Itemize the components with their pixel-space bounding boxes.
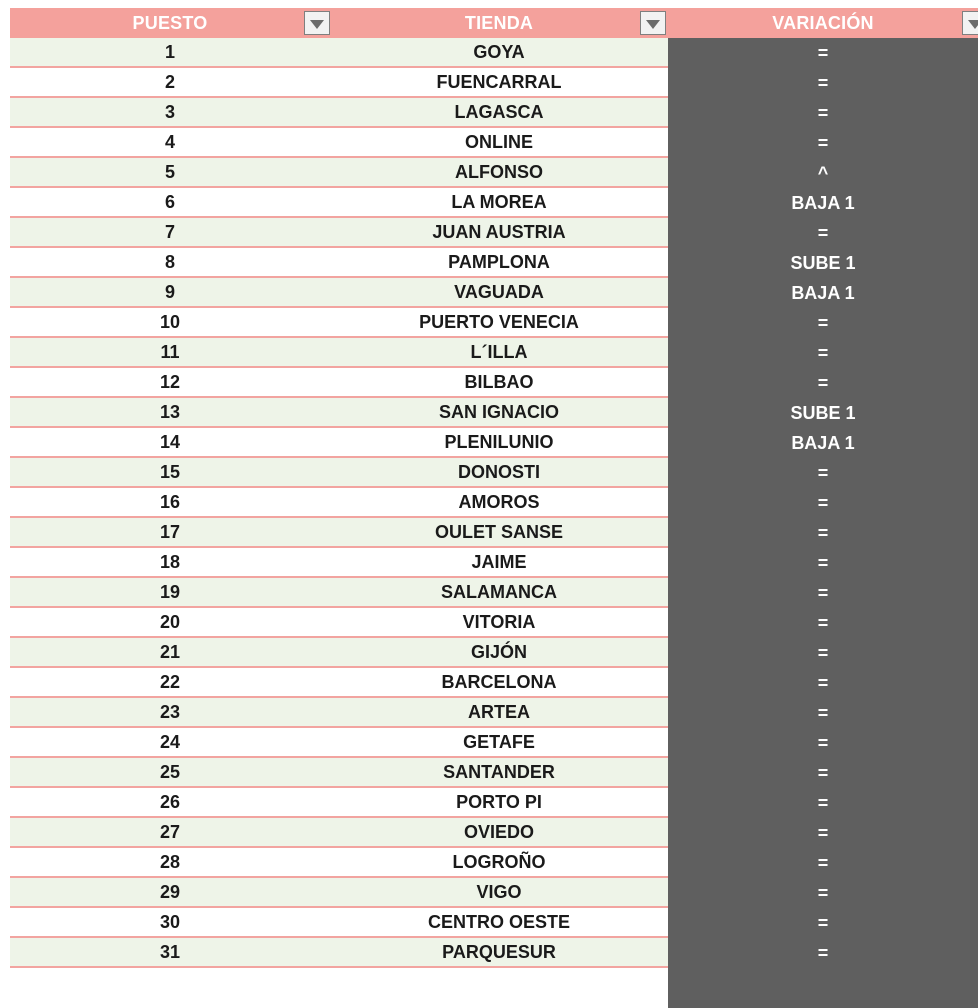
puesto-cell[interactable]: 25	[10, 758, 330, 788]
table-row	[10, 518, 978, 548]
variacion-cell[interactable]: BAJA 1	[668, 278, 978, 308]
table-row	[10, 218, 978, 248]
header-puesto-label: PUESTO	[132, 12, 208, 33]
tienda-cell[interactable]: VIGO	[330, 878, 668, 908]
filter-dropdown-variacion[interactable]	[962, 11, 978, 35]
table-row	[10, 308, 978, 338]
table-row	[10, 548, 978, 578]
puesto-cell[interactable]: 17	[10, 518, 330, 548]
variation-column-fill	[668, 968, 978, 1008]
tienda-cell[interactable]: FUENCARRAL	[330, 68, 668, 98]
variacion-cell[interactable]: =	[668, 548, 978, 578]
tienda-cell[interactable]: PLENILUNIO	[330, 428, 668, 458]
puesto-cell[interactable]: 19	[10, 578, 330, 608]
ranking-table	[10, 8, 978, 968]
table-row	[10, 788, 978, 818]
table-row	[10, 668, 978, 698]
tienda-cell[interactable]: L´ILLA	[330, 338, 668, 368]
variacion-cell[interactable]: =	[668, 578, 978, 608]
variacion-cell[interactable]: =	[668, 338, 978, 368]
chevron-down-icon	[968, 20, 978, 29]
variacion-cell[interactable]: =	[668, 218, 978, 248]
puesto-cell[interactable]: 2	[10, 68, 330, 98]
header-tienda	[330, 8, 668, 38]
puesto-cell[interactable]: 9	[10, 278, 330, 308]
puesto-cell[interactable]: 21	[10, 638, 330, 668]
variacion-cell[interactable]: ^	[668, 158, 978, 188]
header-variacion-label: VARIACIÓN	[772, 12, 874, 33]
puesto-cell[interactable]: 11	[10, 338, 330, 368]
puesto-cell[interactable]: 23	[10, 698, 330, 728]
table-header	[10, 8, 978, 38]
tienda-cell[interactable]: ALFONSO	[330, 158, 668, 188]
variacion-cell[interactable]: =	[668, 878, 978, 908]
tienda-cell[interactable]: BILBAO	[330, 368, 668, 398]
puesto-cell[interactable]: 14	[10, 428, 330, 458]
table-row	[10, 848, 978, 878]
table-row	[10, 638, 978, 668]
variacion-cell[interactable]: SUBE 1	[668, 248, 978, 278]
variacion-cell[interactable]: =	[668, 938, 978, 968]
variacion-cell[interactable]: =	[668, 608, 978, 638]
puesto-cell[interactable]: 18	[10, 548, 330, 578]
table-row	[10, 368, 978, 398]
table-row	[10, 188, 978, 218]
table-row	[10, 938, 978, 968]
variacion-cell[interactable]: =	[668, 788, 978, 818]
table-row	[10, 728, 978, 758]
puesto-cell[interactable]: 31	[10, 938, 330, 968]
tienda-cell[interactable]: LAGASCA	[330, 98, 668, 128]
header-tienda-label: TIENDA	[464, 12, 534, 33]
puesto-cell[interactable]: 20	[10, 608, 330, 638]
variacion-cell[interactable]: =	[668, 728, 978, 758]
puesto-cell[interactable]: 13	[10, 398, 330, 428]
tienda-cell[interactable]: PAMPLONA	[330, 248, 668, 278]
variacion-cell[interactable]: =	[668, 308, 978, 338]
puesto-cell[interactable]: 30	[10, 908, 330, 938]
tienda-cell[interactable]: PORTO PI	[330, 788, 668, 818]
puesto-cell[interactable]: 3	[10, 98, 330, 128]
variacion-cell[interactable]: =	[668, 518, 978, 548]
tienda-cell[interactable]: PARQUESUR	[330, 938, 668, 968]
filter-dropdown-puesto[interactable]	[304, 11, 330, 35]
tienda-cell[interactable]: LA MOREA	[330, 188, 668, 218]
variacion-cell[interactable]: BAJA 1	[668, 428, 978, 458]
puesto-cell[interactable]: 12	[10, 368, 330, 398]
table-row	[10, 758, 978, 788]
table-row	[10, 458, 978, 488]
tienda-cell[interactable]: OULET SANSE	[330, 518, 668, 548]
header-variacion	[668, 8, 978, 38]
puesto-cell[interactable]: 15	[10, 458, 330, 488]
table-row	[10, 398, 978, 428]
table-row	[10, 578, 978, 608]
variacion-cell[interactable]: =	[668, 758, 978, 788]
tienda-cell[interactable]: SALAMANCA	[330, 578, 668, 608]
tienda-cell[interactable]: PUERTO VENECIA	[330, 308, 668, 338]
table-row	[10, 278, 978, 308]
variacion-cell[interactable]: =	[668, 668, 978, 698]
variacion-cell[interactable]: =	[668, 488, 978, 518]
table-row	[10, 428, 978, 458]
puesto-cell[interactable]: 1	[10, 38, 330, 68]
table-row	[10, 608, 978, 638]
puesto-cell[interactable]: 8	[10, 248, 330, 278]
tienda-cell[interactable]: GETAFE	[330, 728, 668, 758]
table-row	[10, 488, 978, 518]
puesto-cell[interactable]: 6	[10, 188, 330, 218]
puesto-cell[interactable]: 10	[10, 308, 330, 338]
filter-dropdown-tienda[interactable]	[640, 11, 666, 35]
variacion-cell[interactable]: =	[668, 848, 978, 878]
tienda-cell[interactable]: OVIEDO	[330, 818, 668, 848]
tienda-cell[interactable]: LOGROÑO	[330, 848, 668, 878]
chevron-down-icon	[310, 20, 324, 29]
chevron-down-icon	[646, 20, 660, 29]
tienda-cell[interactable]: AMOROS	[330, 488, 668, 518]
variacion-cell[interactable]: =	[668, 818, 978, 848]
variacion-cell[interactable]: =	[668, 368, 978, 398]
variacion-cell[interactable]: =	[668, 68, 978, 98]
table-row	[10, 818, 978, 848]
puesto-cell[interactable]: 24	[10, 728, 330, 758]
puesto-cell[interactable]: 5	[10, 158, 330, 188]
table-row	[10, 98, 978, 128]
variacion-cell[interactable]: =	[668, 38, 978, 68]
puesto-cell[interactable]: 28	[10, 848, 330, 878]
variacion-cell[interactable]: BAJA 1	[668, 188, 978, 218]
tienda-cell[interactable]: GOYA	[330, 38, 668, 68]
tienda-cell[interactable]: BARCELONA	[330, 668, 668, 698]
tienda-cell[interactable]: DONOSTI	[330, 458, 668, 488]
table-row	[10, 338, 978, 368]
table-row	[10, 878, 978, 908]
variacion-cell[interactable]: =	[668, 908, 978, 938]
tienda-cell[interactable]: JAIME	[330, 548, 668, 578]
tienda-cell[interactable]: GIJÓN	[330, 638, 668, 668]
table-body	[10, 38, 978, 968]
variacion-cell[interactable]: =	[668, 638, 978, 668]
variacion-cell[interactable]: =	[668, 458, 978, 488]
puesto-cell[interactable]: 22	[10, 668, 330, 698]
tienda-cell[interactable]: CENTRO OESTE	[330, 908, 668, 938]
table-row	[10, 908, 978, 938]
tienda-cell[interactable]: ONLINE	[330, 128, 668, 158]
puesto-cell[interactable]: 27	[10, 818, 330, 848]
tienda-cell[interactable]: ARTEA	[330, 698, 668, 728]
variacion-cell[interactable]: =	[668, 128, 978, 158]
table-row	[10, 158, 978, 188]
table-row	[10, 248, 978, 278]
tienda-cell[interactable]: SAN IGNACIO	[330, 398, 668, 428]
puesto-cell[interactable]: 26	[10, 788, 330, 818]
puesto-cell[interactable]: 16	[10, 488, 330, 518]
tienda-cell[interactable]: VITORIA	[330, 608, 668, 638]
tienda-cell[interactable]: JUAN AUSTRIA	[330, 218, 668, 248]
table-row	[10, 38, 978, 68]
puesto-cell[interactable]: 29	[10, 878, 330, 908]
variacion-cell[interactable]: =	[668, 698, 978, 728]
header-puesto	[10, 8, 330, 38]
variacion-cell[interactable]: =	[668, 98, 978, 128]
puesto-cell[interactable]: 7	[10, 218, 330, 248]
tienda-cell[interactable]: SANTANDER	[330, 758, 668, 788]
table-row	[10, 68, 978, 98]
puesto-cell[interactable]: 4	[10, 128, 330, 158]
variacion-cell[interactable]: SUBE 1	[668, 398, 978, 428]
table-row	[10, 698, 978, 728]
table-row	[10, 128, 978, 158]
tienda-cell[interactable]: VAGUADA	[330, 278, 668, 308]
